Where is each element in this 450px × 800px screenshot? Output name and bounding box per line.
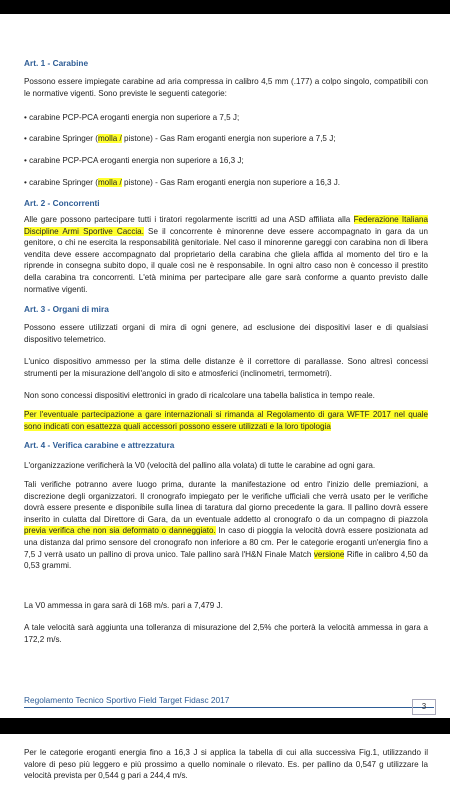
art4-heading: Art. 4 - Verifica carabine e attrezzatura: [24, 440, 175, 450]
art1-heading: Art. 1 - Carabine: [24, 58, 89, 68]
art4-p2: [24, 479, 428, 572]
bullet-1-text: carabine PCP-PCA eroganti energia non superiore a 7,5 J;: [29, 113, 240, 122]
art4-p4: A tale velocità sarà aggiunta una tolleranza di misurazione del 2,5% che porterà la velocità ammessa in gara a 172,2 m/s.: [24, 623, 428, 644]
art2-text-end: Se il concorrente è minorenne deve essere accompagnato in gara da un genitore, o chi ne esercita la responsabilità genitoriale. Nel caso il minorenne gareggi con carabina non di libera vendita deve essere accompagnato dal proprietario della carabina che gliela affida al momento del tiro e la riprende in consegna subito dopo, il quale così ne è responsabile. In ogni altro caso non è concesso il prestito della carabina tra concorrenti. L'età minima per partecipare alle gare sarà conforme a quanto previsto dalle normative vigenti.: [24, 226, 428, 294]
footer-rule: [24, 707, 434, 708]
art2-highlight: Federazione Italiana Discipline Armi Sportive Caccia.: [24, 215, 428, 236]
bullet-2-text-end: pistone) - Gas Ram eroganti energia non superiore a 7,5 J;: [121, 134, 336, 143]
bullet-2: • carabine Springer (molla / pistone) - Gas Ram eroganti energia non superiore a 7,5 J;: [24, 134, 336, 143]
art2-paragraph: [24, 214, 428, 295]
document-page-4: [0, 734, 450, 800]
top-black-bar: [0, 0, 450, 14]
art3-p1: Possono essere utilizzati organi di mira di ogni genere, ad esclusione dei dispositivi laser e di qualsiasi dispositivo telemetrico.: [24, 323, 428, 344]
art4-p1: L'organizzazione verificherà la V0 (velocità del pallino alla volata) di tutte le carabine ad ogni gara.: [24, 461, 376, 470]
bullet-4-highlight: molla /: [97, 178, 122, 187]
art4-p2-highlight-2: versione: [313, 549, 345, 559]
art2-text-start: Alle gare possono partecipare tutti i tiratori regolarmente iscritti ad una ASD affiliata alla: [24, 215, 354, 224]
document-page-3: [0, 14, 450, 718]
bullet-4: • carabine Springer (molla / pistone) - Gas Ram eroganti energia non superiore a 16,3 J.: [24, 178, 340, 187]
footer-title: Regolamento Tecnico Sportivo Field Target Fidasc 2017: [24, 695, 230, 705]
art3-p4: [24, 409, 428, 432]
art3-p2: L'unico dispositivo ammesso per la stima delle distanze è il correttore di parallasse. Sono altresì concessi strumenti per la misurazione dell'angolo di sito e atmosferici (inclinometri, termometri).: [24, 357, 428, 378]
art4-p2-text-mid: In caso di pioggia la velocità dovrà essere posizionata ad una distanza dal primo sensore del cronografo non inferiore a 80 cm. Per le categorie eroganti un'energia fino a 7,5 J verrà usato un pallino di prova unico. Tale pallino sarà l'H&N Finale Match: [24, 526, 428, 559]
bullet-1: • carabine PCP-PCA eroganti energia non superiore a 7,5 J;: [24, 113, 240, 122]
bullet-3-text: carabine PCP-PCA eroganti energia non superiore a 16,3 J;: [29, 156, 244, 165]
bullet-3: • carabine PCP-PCA eroganti energia non superiore a 16,3 J;: [24, 156, 244, 165]
bullet-2-text: carabine Springer (: [29, 134, 98, 143]
art2-heading: Art. 2 - Concorrenti: [24, 198, 100, 208]
art3-p3: Non sono concessi dispositivi elettronici in grado di ricalcolare una tabella balistica in tempo reale.: [24, 391, 375, 400]
bullet-2-highlight: molla /: [97, 134, 122, 143]
art3-highlight: Per l'eventuale partecipazione a gare internazionali si rimanda al Regolamento di gara WFTF 2017 nel quale sono indicati con esattezza quali accessori possono essere utilizzati e la loro tipologia: [24, 410, 428, 431]
page-number: 3: [412, 699, 436, 715]
art4-p2-text-start: Tali verifiche potranno avere luogo prima, durante la manifestazione od entro l'inizio delle premiazioni, a discrezione degli organizzatori. Il cronografo impiegato per le verifiche ufficiali che verrà usato per le verifiche dovrà essere presente e disponibile sulla linea di taratura dal giorno precedente la gara. Il pallino dovrà essere inserito in culatta dal Direttore di Gara, da un eventuale addetto al cronografo o da un compagno di piazzola: [24, 480, 428, 524]
art4-p2-text-end: Rifle in calibro 4,50 da 0,53 grammi.: [24, 549, 428, 571]
art1-intro: Possono essere impiegate carabine ad aria compressa in calibro 4,5 mm (.177) a colpo singolo, compatibili con le normative vigenti. Sono previste le seguenti categorie:: [24, 77, 428, 98]
page-gap: [0, 718, 450, 734]
art3-heading: Art. 3 - Organi di mira: [24, 304, 109, 314]
art4-p3: La V0 ammessa in gara sarà di 168 m/s. pari a 7,479 J.: [24, 601, 223, 610]
art4-p2-highlight: previa verifica che non sia deformato o danneggiato.: [24, 526, 216, 536]
bullet-4-text-end: pistone) - Gas Ram eroganti energia non superiore a 16,3 J.: [121, 178, 340, 187]
page2-paragraph: Per le categorie eroganti energia fino a 16,3 J si applica la tabella di cui alla successiva Fig.1, utilizzando il valore di peso più leggero e più prossimo a quello nominale o rilevato. Es. per pallino da 0,547 g utilizzare la velocità prevista per 0,544 g pari a 244,4 m/s.: [24, 748, 428, 781]
bullet-4-text: carabine Springer (: [29, 178, 98, 187]
